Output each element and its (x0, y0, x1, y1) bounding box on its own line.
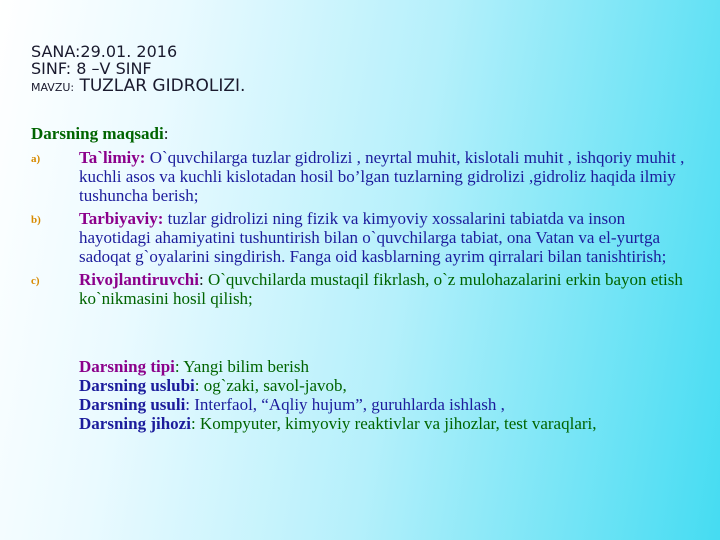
goal-item-upbringing (31, 209, 701, 266)
goal-text (79, 209, 701, 266)
lesson-goals (31, 124, 701, 312)
goals-title-text: Darsning maqsadi (31, 124, 164, 143)
goal-marker: a) (31, 153, 41, 165)
lesson-style-row (79, 376, 709, 395)
goal-marker: c) (31, 275, 40, 287)
goal-description: tuzlar gidrolizi ning fizik va kimyoviy xossalarini tabiatda va inson hayotidagi ahamiyatini tushuntirish bilan o`quvchilarga tabiat, ona Vatan va el-yurtga sadoqat g`oyalarini singdirish. Fanga oid kasblarning ayrim qirralari bilan tanishtirish; (79, 209, 667, 266)
class-line: SINF: 8 –V SINF (31, 59, 152, 78)
goal-text (79, 148, 701, 205)
goal-description: O`quvchilarda mustaqil fikrlash, o`z mulohazalarini erkin bayon etish ko`nikmasini hosil qilish; (79, 270, 683, 308)
goal-name: Ta`limiy: (79, 148, 146, 167)
lesson-equipment-value: : Kompyuter, kimyoviy reaktivlar va jihozlar, test varaqlari, (190, 414, 597, 433)
lesson-equipment-row (79, 414, 709, 433)
lesson-type-value: : Yangi bilim berish (174, 357, 310, 376)
lesson-type-row (79, 357, 709, 376)
goal-description: O`quvchilarga tuzlar gidrolizi , neyrtal muhit, kislotali muhit , ishqoriy muhit , kuchli asos va kuchli kislotadan hosil bo’lgan tuzlarning gidrolizi ,gidroliz haqida ilmiy tushuncha berish; (79, 148, 685, 205)
goal-separator: : (198, 270, 204, 289)
topic-title: TUZLAR GIDROLIZI. (74, 76, 246, 96)
goals-title-colon: : (163, 124, 169, 143)
goal-name: Rivojlantiruvchi (79, 270, 199, 289)
topic-line (31, 77, 245, 96)
goals-title (31, 124, 701, 144)
goal-text (79, 270, 701, 308)
lesson-method-label: Darsning usuli (79, 395, 186, 414)
lesson-type-label: Darsning tipi (79, 357, 175, 376)
topic-label: MAVZU: (31, 81, 75, 94)
lesson-method-value: : Interfaol, “Aqliy hujum”, guruhlarda ishlash , (185, 395, 505, 414)
date-line: SANA:29.01. 2016 (31, 42, 178, 61)
goal-marker: b) (31, 214, 41, 226)
goal-name: Tarbiyaviy: (79, 209, 164, 228)
goal-item-developmental (31, 270, 701, 308)
lesson-method-row (79, 395, 709, 414)
slide-header (31, 43, 245, 96)
lesson-info (79, 357, 709, 433)
lesson-equipment-label: Darsning jihozi (79, 414, 191, 433)
goal-item-educational (31, 148, 701, 205)
lesson-style-label: Darsning uslubi (79, 376, 195, 395)
lesson-style-value: : og`zaki, savol-javob, (194, 376, 347, 395)
